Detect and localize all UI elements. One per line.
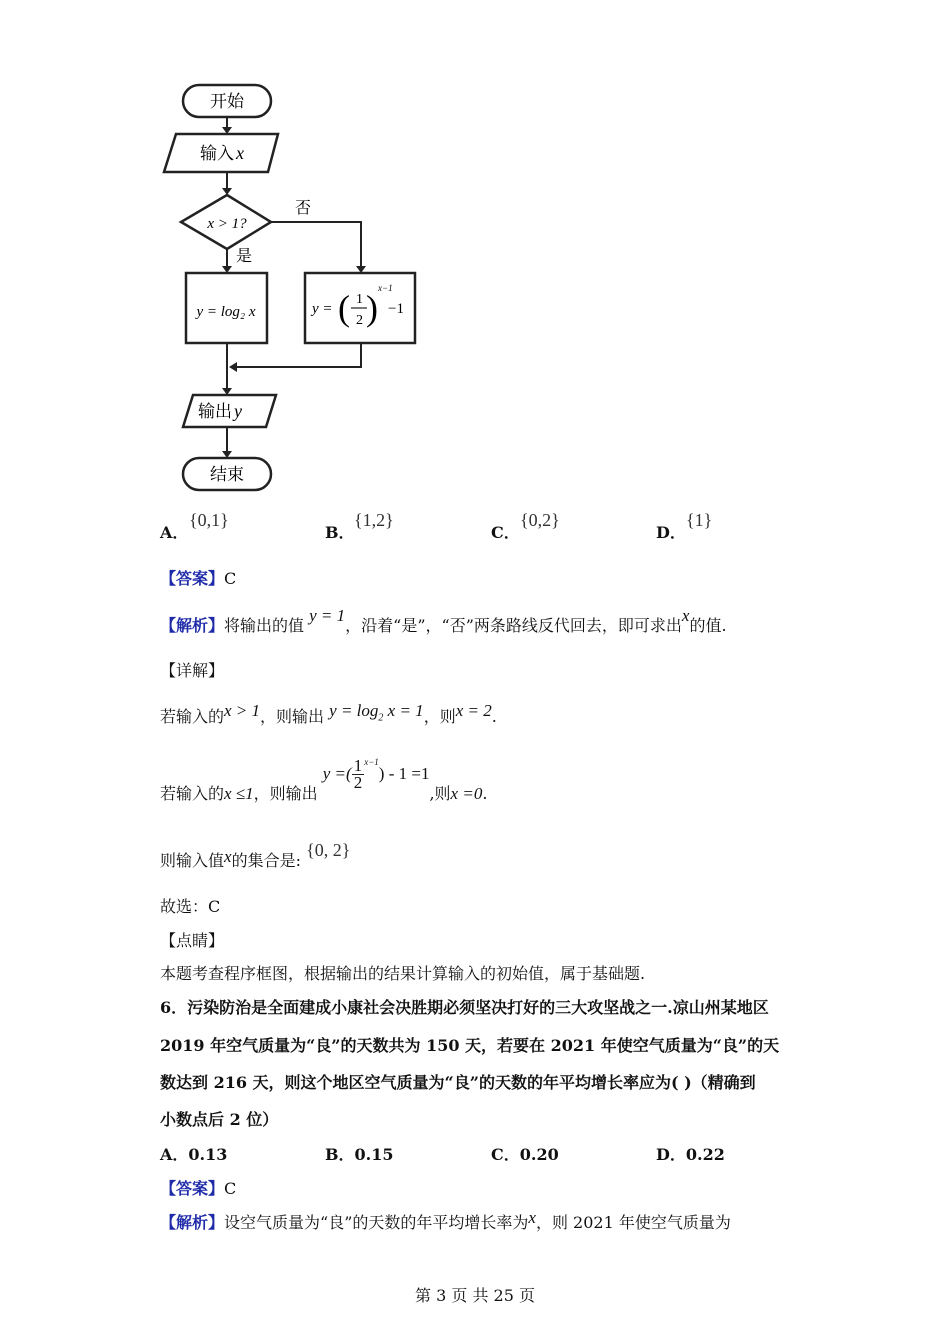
- input-label: 输入: [200, 144, 234, 164]
- case-2-numerator: 1: [353, 756, 363, 775]
- q6-option-c-value: 0.20: [519, 1145, 559, 1164]
- comment-text: 本题考查程序框图，根据输出的结果计算输入的初始值，属于基础题.: [160, 964, 646, 983]
- set-value: {0, 2}: [306, 840, 351, 860]
- q6-answer: [160, 1179, 236, 1199]
- case-1-text-b: ，则输出: [260, 707, 325, 726]
- case-1-end: .: [491, 707, 497, 726]
- q6-answer-value: C: [224, 1179, 237, 1198]
- analysis-var: x: [681, 606, 690, 625]
- q6-line-1: 6．污染防治是全面建成小康社会决胜期必须坚决打好的三大攻坚战之一.凉山州某地区: [160, 998, 769, 1017]
- case-2-line: [160, 756, 487, 806]
- output-label: 输出: [198, 402, 232, 422]
- case-2-expr-y: y =(: [322, 764, 352, 783]
- q6-option-c: [491, 1145, 559, 1165]
- q6-answer-tag: 【答案】: [160, 1179, 225, 1198]
- q6-option-b: [325, 1145, 394, 1165]
- q6-option-a-label: A．: [160, 1145, 189, 1164]
- power-exponent: x−1: [378, 283, 393, 293]
- q6-analysis-text-2: ，则 2021 年使空气质量为: [535, 1213, 731, 1232]
- case-2-result: x =0: [450, 784, 483, 803]
- q6-line-2: 2019 年空气质量为“良”的天数共为 150 天，若要在 2021 年使空气质量为“良”的天: [160, 1036, 780, 1055]
- q5-option-d-label: D．: [656, 523, 686, 542]
- output-var: y: [234, 401, 242, 421]
- power-formula-lhs: y =: [312, 301, 333, 317]
- case-2-text-c: ,则: [429, 784, 451, 803]
- case-2-text-b: ，则输出: [253, 784, 318, 803]
- right-paren: ): [366, 288, 378, 328]
- program-flowchart: [150, 75, 440, 500]
- q6-option-d-value: 0.22: [685, 1145, 725, 1164]
- end-label: 结束: [210, 465, 244, 485]
- q5-analysis: [160, 606, 727, 636]
- analysis-text-2: ，沿着“是”，“否”两条路线反代回去，即可求出: [345, 616, 682, 635]
- analysis-tag: 【解析】: [160, 616, 225, 635]
- case-1-expr-rest: x = 1: [383, 701, 424, 720]
- case-2-text-a: 若输入的: [160, 784, 225, 803]
- case-1-expr-y: y = log: [329, 701, 379, 720]
- q5-option-c-label: C．: [491, 523, 520, 542]
- case-2-fraction: [352, 758, 365, 791]
- q6-option-c-label: C．: [491, 1145, 520, 1164]
- power-formula-minus: −1: [388, 301, 404, 317]
- answer-value: C: [224, 569, 237, 588]
- power-base-numerator: 1: [356, 292, 363, 307]
- q6-option-b-label: B．: [325, 1145, 355, 1164]
- case-2-denominator: 2: [353, 773, 363, 792]
- power-base-denominator: 2: [356, 313, 363, 328]
- comment-tag: 【点睛】: [160, 931, 225, 950]
- answer-tag: 【答案】: [160, 569, 225, 588]
- q6-analysis-var: x: [528, 1208, 536, 1227]
- q6-line-4: 小数点后 2 位）: [160, 1110, 279, 1129]
- case-2-exponent: x−1: [364, 756, 379, 767]
- analysis-text-1: 将输出的值: [224, 616, 305, 635]
- no-branch-label: 否: [295, 198, 312, 217]
- q6-option-d-label: D．: [656, 1145, 686, 1164]
- start-label: 开始: [210, 92, 244, 112]
- q6-option-d: [656, 1145, 725, 1165]
- condition-label: x > 1?: [207, 216, 247, 232]
- case-2-expr-rest: ) - 1 =1: [378, 764, 430, 783]
- q5-option-d-value: {1}: [686, 510, 713, 530]
- log-formula: y = log₂ x: [196, 304, 256, 320]
- case-1-condition: x > 1: [224, 701, 261, 720]
- q5-option-b-label: B．: [325, 523, 355, 542]
- q6-option-b-value: 0.15: [354, 1145, 394, 1164]
- page-footer: 第 3 页 共 25 页: [415, 1286, 535, 1305]
- set-var: x: [224, 847, 232, 866]
- case-2-condition: x ≤1: [224, 784, 254, 803]
- yes-branch-label: 是: [236, 246, 253, 265]
- q5-option-b-value: {1,2}: [354, 510, 394, 530]
- q6-line-3: 数达到 216 天，则这个地区空气质量为“良”的天数的年平均增长率应为( )（精确到: [160, 1073, 756, 1092]
- set-line: [160, 840, 351, 871]
- case-1-expression: [329, 701, 424, 724]
- case-1-line: [160, 701, 497, 734]
- q6-analysis-tag: 【解析】: [160, 1213, 225, 1232]
- q5-answer: [160, 569, 236, 589]
- set-text-b: 的集合是:: [231, 851, 301, 870]
- q6-analysis: [160, 1208, 731, 1233]
- left-paren: (: [338, 288, 350, 328]
- q5-choice: 故选：C: [160, 897, 221, 916]
- q5-option-a-label: A．: [160, 523, 189, 542]
- case-1-text-c: ，则: [423, 707, 456, 726]
- set-text-a: 则输入值: [160, 851, 225, 870]
- q5-option-a-value: {0,1}: [189, 510, 229, 530]
- detail-tag: 【详解】: [160, 661, 225, 680]
- analysis-math: y = 1: [309, 606, 346, 625]
- analysis-text-3: 的值.: [689, 616, 727, 635]
- case-1-expr-sub: 2: [378, 712, 384, 724]
- q6-analysis-text-1: 设空气质量为“良”的天数的年平均增长率为: [224, 1213, 529, 1232]
- q6-option-a: [160, 1145, 227, 1165]
- case-2-end: .: [482, 784, 488, 803]
- q5-option-c-value: {0,2}: [520, 510, 560, 530]
- q6-option-a-value: 0.13: [188, 1145, 228, 1164]
- input-var: x: [236, 143, 244, 163]
- case-1-result: x = 2: [455, 701, 492, 720]
- case-1-text-a: 若输入的: [160, 707, 225, 726]
